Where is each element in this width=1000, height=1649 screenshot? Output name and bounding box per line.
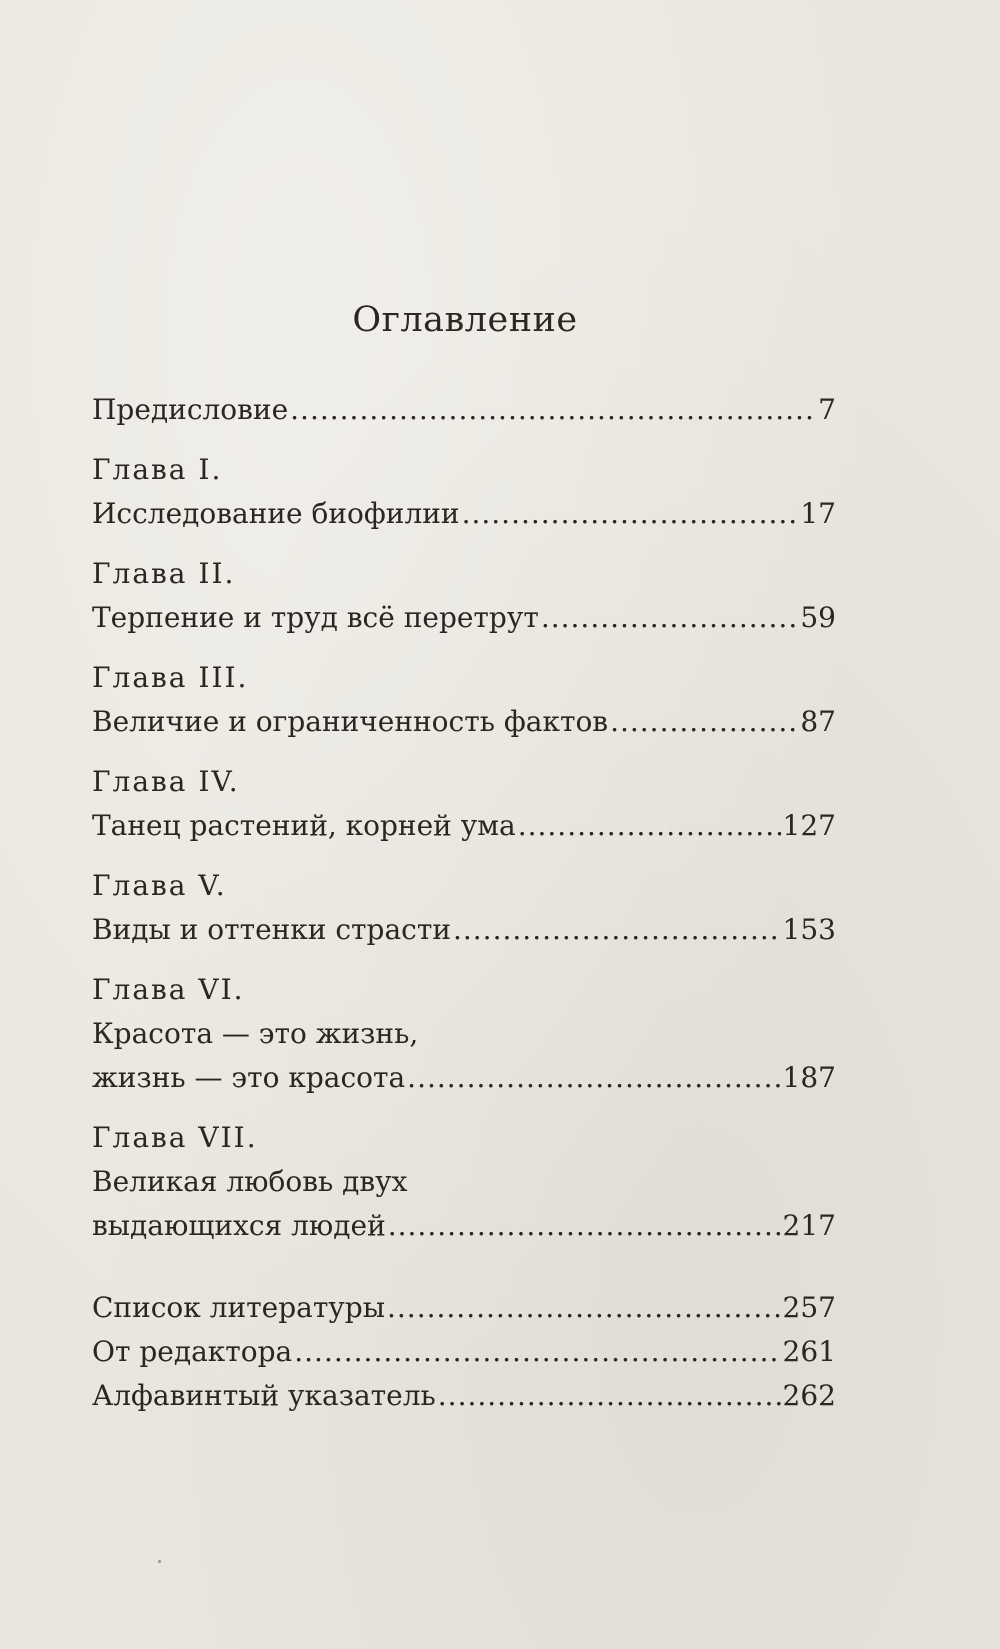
- toc-page-number: 7: [818, 393, 836, 426]
- toc-entry-preface: [92, 388, 836, 432]
- toc-entry-chapter: [92, 596, 836, 640]
- dot-leader: [541, 596, 799, 640]
- dot-leader: [453, 908, 781, 952]
- toc-entry-chapter: [92, 1056, 836, 1100]
- dot-leader: [290, 388, 816, 432]
- toc-entry-title: Список литературы: [92, 1291, 385, 1324]
- dot-leader: [387, 1286, 781, 1330]
- toc-entry-chapter: [92, 1204, 836, 1248]
- chapter-label: Глава VI.: [92, 973, 245, 1006]
- toc-entry-chapter: [92, 700, 836, 744]
- chapter-label: Глава III.: [92, 661, 249, 694]
- toc-entry-chapter: [92, 908, 836, 952]
- toc-entry-title: Величие и ограниченность фактов: [92, 705, 609, 738]
- toc-page-number: 261: [782, 1335, 836, 1368]
- toc-page-number: 153: [782, 913, 836, 946]
- page-title: Оглавление: [352, 300, 578, 340]
- toc-entry-title: Исследование биофилии: [92, 497, 460, 530]
- toc-entry-title: жизнь — это красота: [92, 1061, 406, 1094]
- dot-leader: [407, 1056, 780, 1100]
- toc-entry-back-matter: [92, 1330, 836, 1374]
- toc-page-number: 217: [782, 1209, 836, 1242]
- dot-leader: [294, 1330, 780, 1374]
- toc-entry-back-matter: [92, 1374, 836, 1418]
- dot-leader: [610, 700, 798, 744]
- toc-page-number: 257: [782, 1291, 836, 1324]
- toc-entry-chapter: [92, 492, 836, 536]
- toc-entry-title: От редактора: [92, 1335, 293, 1368]
- toc-entry-title: выдающихся людей: [92, 1209, 386, 1242]
- toc-page-number: 59: [800, 601, 836, 634]
- chapter-label: Глава II.: [92, 557, 236, 590]
- toc-page-number: 17: [800, 497, 836, 530]
- toc-entry-title: Алфавинтый указатель: [92, 1379, 436, 1412]
- dot-leader: [462, 492, 799, 536]
- table-of-contents: [92, 388, 836, 1418]
- toc-entry-back-matter: [92, 1286, 836, 1330]
- dot-leader: [388, 1204, 781, 1248]
- toc-entry-title-line: Красота — это жизнь,: [92, 1017, 419, 1050]
- chapter-label: Глава IV.: [92, 765, 240, 798]
- toc-entry-title-line: Великая любовь двух: [92, 1165, 408, 1198]
- toc-page-number: 127: [782, 809, 836, 842]
- toc-entry-chapter: [92, 804, 836, 848]
- toc-page-number: 87: [800, 705, 836, 738]
- toc-entry-title: Предисловие: [92, 393, 289, 426]
- chapter-label: Глава VII.: [92, 1121, 258, 1154]
- toc-entry-title: Виды и оттенки страсти: [92, 913, 451, 946]
- dot-leader: [518, 804, 781, 848]
- chapter-label: Глава V.: [92, 869, 227, 902]
- dot-leader: [438, 1374, 781, 1418]
- paper-speck: [158, 1560, 161, 1563]
- toc-page-number: 262: [782, 1379, 836, 1412]
- chapter-label: Глава I.: [92, 453, 223, 486]
- toc-entry-title: Терпение и труд всё перетрут: [92, 601, 539, 634]
- toc-page-number: 187: [782, 1061, 836, 1094]
- toc-entry-title: Танец растений, корней ума: [92, 809, 516, 842]
